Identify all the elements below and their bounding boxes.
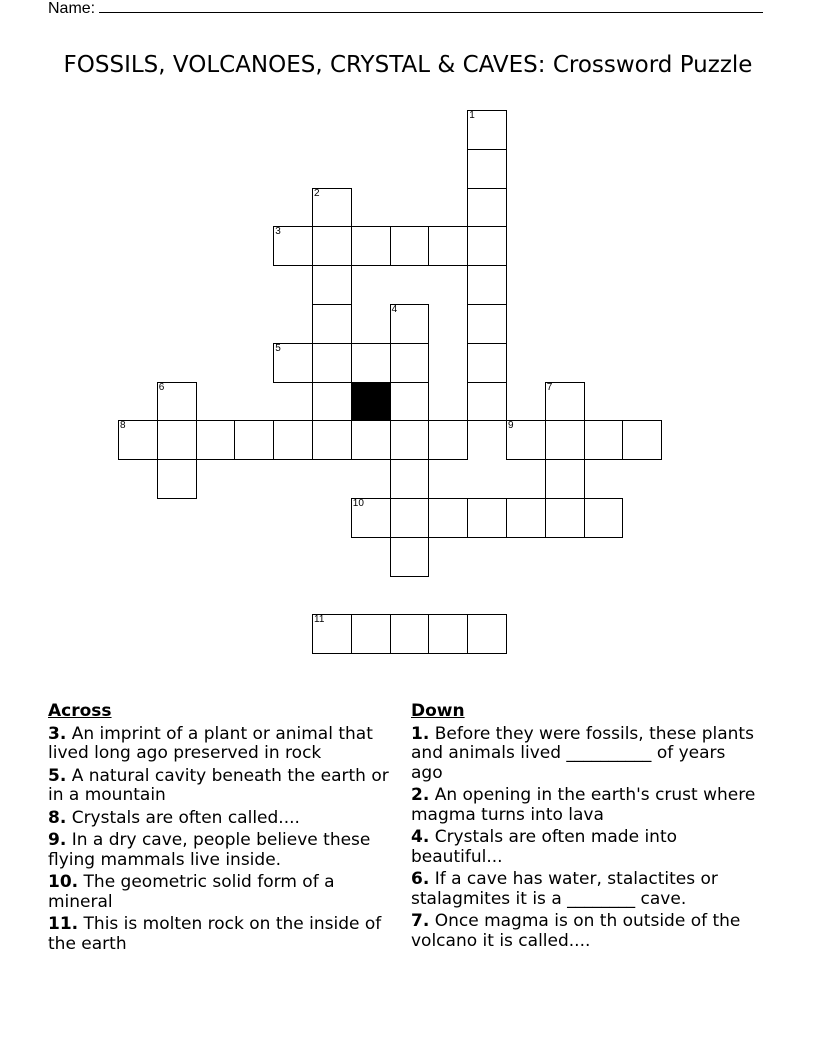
answer-cell[interactable]: [584, 420, 624, 460]
clue-num: 11.: [48, 914, 79, 934]
clue-text: In a dry cave, people believe these flying mammals live inside.: [48, 830, 371, 870]
answer-cell[interactable]: [467, 343, 507, 383]
down-clue: [411, 828, 761, 867]
answer-cell[interactable]: [196, 420, 236, 460]
answer-cell[interactable]: [351, 420, 391, 460]
across-heading: Across: [48, 701, 112, 721]
clue-text: Crystals are often called....: [66, 807, 300, 828]
answer-cell[interactable]: [351, 614, 391, 654]
clue-num: 5.: [48, 765, 67, 786]
clue-number: 10: [352, 498, 364, 509]
answer-cell[interactable]: [467, 265, 507, 305]
answer-cell[interactable]: [506, 498, 546, 538]
down-clue: [411, 725, 761, 784]
answer-cell[interactable]: [467, 498, 507, 538]
clue-number: 2: [314, 187, 320, 199]
answer-cell[interactable]: [273, 420, 313, 460]
answer-cell[interactable]: [390, 343, 430, 383]
answer-cell[interactable]: [467, 149, 507, 189]
answer-cell[interactable]: [157, 420, 197, 460]
answer-cell[interactable]: [234, 420, 274, 460]
answer-cell[interactable]: [428, 498, 468, 538]
answer-cell[interactable]: [118, 420, 158, 460]
clue-text: Before they were fossils, these plants and animals lived __________ of years ago: [411, 723, 754, 783]
down-heading: Down: [411, 701, 465, 721]
clue-text: The geometric solid form of a mineral: [48, 872, 335, 912]
answer-cell[interactable]: [467, 382, 507, 422]
answer-cell[interactable]: [545, 420, 585, 460]
clue-text: An opening in the earth's crust where magma turns into lava: [411, 785, 756, 825]
name-label: Name:: [48, 0, 96, 17]
answer-cell[interactable]: [157, 382, 197, 422]
down-clues: [411, 702, 761, 954]
answer-cell[interactable]: [467, 304, 507, 344]
clue-number: 6: [158, 381, 165, 393]
answer-cell[interactable]: [428, 614, 468, 654]
answer-cell[interactable]: [273, 226, 313, 266]
clue-number: 8: [120, 420, 126, 432]
answer-cell[interactable]: [390, 459, 430, 499]
answer-cell[interactable]: [622, 420, 662, 460]
clue-num: 6.: [411, 869, 430, 889]
answer-cell[interactable]: [390, 382, 430, 422]
answer-cell[interactable]: [312, 382, 352, 422]
down-clue: [411, 912, 761, 951]
clue-text: Crystals are often made into beautiful...: [411, 827, 678, 867]
answer-cell[interactable]: [312, 304, 352, 344]
answer-cell[interactable]: [545, 498, 585, 538]
answer-cell[interactable]: [545, 459, 585, 499]
clue-num: 7.: [411, 911, 430, 931]
across-clue: [48, 915, 393, 954]
answer-cell[interactable]: [390, 614, 430, 654]
clue-num: 9.: [48, 830, 67, 850]
clue-number: 4: [391, 304, 398, 315]
answer-cell[interactable]: [428, 226, 468, 266]
clue-number: 11: [314, 614, 325, 626]
clue-text: Once magma is on th outside of the volcano it is called....: [411, 911, 741, 951]
answer-cell[interactable]: [428, 420, 468, 460]
across-clue: [48, 725, 393, 764]
answer-cell[interactable]: [390, 537, 430, 577]
clue-num: 4.: [411, 827, 430, 847]
answer-cell[interactable]: [312, 343, 352, 383]
answer-cell[interactable]: [351, 343, 391, 383]
answer-cell[interactable]: [390, 420, 430, 460]
answer-cell[interactable]: [351, 498, 391, 538]
answer-cell[interactable]: [390, 226, 430, 266]
clue-number: 5: [275, 342, 281, 354]
clue-text: A natural cavity beneath the earth or in a mountain: [48, 765, 389, 805]
answer-cell[interactable]: [467, 110, 507, 150]
clue-num: 3.: [48, 723, 67, 744]
clue-num: 8.: [48, 807, 67, 828]
answer-cell[interactable]: [312, 265, 352, 305]
answer-cell[interactable]: [584, 498, 624, 538]
answer-cell[interactable]: [545, 382, 585, 422]
answer-cell[interactable]: [312, 226, 352, 266]
across-clues: [48, 702, 393, 957]
across-clue: [48, 873, 393, 912]
clue-number: 1: [469, 110, 475, 121]
answer-cell[interactable]: [312, 420, 352, 460]
clue-number: 7: [546, 381, 553, 393]
clue-number: 9: [508, 420, 514, 432]
down-clue-list: [411, 725, 761, 952]
clue-text: This is molten rock on the inside of the earth: [48, 914, 382, 954]
down-clue: [411, 870, 761, 909]
clue-num: 2.: [411, 785, 430, 805]
answer-cell[interactable]: [467, 614, 507, 654]
down-clue: [411, 786, 761, 825]
answer-cell[interactable]: [273, 343, 313, 383]
across-clue: [48, 831, 393, 870]
answer-cell[interactable]: [467, 226, 507, 266]
across-clue-list: [48, 725, 393, 955]
clue-text: If a cave has water, stalactites or stalagmites it is a ________ cave.: [411, 869, 718, 909]
clue-text: An imprint of a plant or animal that lived long ago preserved in rock: [48, 723, 373, 763]
answer-cell[interactable]: [506, 420, 546, 460]
across-clue: [48, 809, 393, 829]
answer-cell[interactable]: [467, 188, 507, 228]
across-clue: [48, 767, 393, 806]
answer-cell[interactable]: [312, 188, 352, 228]
block-cell: [351, 382, 391, 422]
clue-number: 3: [275, 226, 281, 238]
clue-num: 1.: [411, 723, 430, 744]
answer-cell[interactable]: [312, 614, 352, 654]
answer-cell[interactable]: [351, 226, 391, 266]
clue-num: 10.: [48, 872, 79, 892]
answer-cell[interactable]: [390, 304, 430, 344]
answer-cell[interactable]: [157, 459, 197, 499]
page-title: FOSSILS, VOLCANOES, CRYSTAL & CAVES: Crossword Puzzle: [63, 52, 753, 78]
answer-cell[interactable]: [390, 498, 430, 538]
